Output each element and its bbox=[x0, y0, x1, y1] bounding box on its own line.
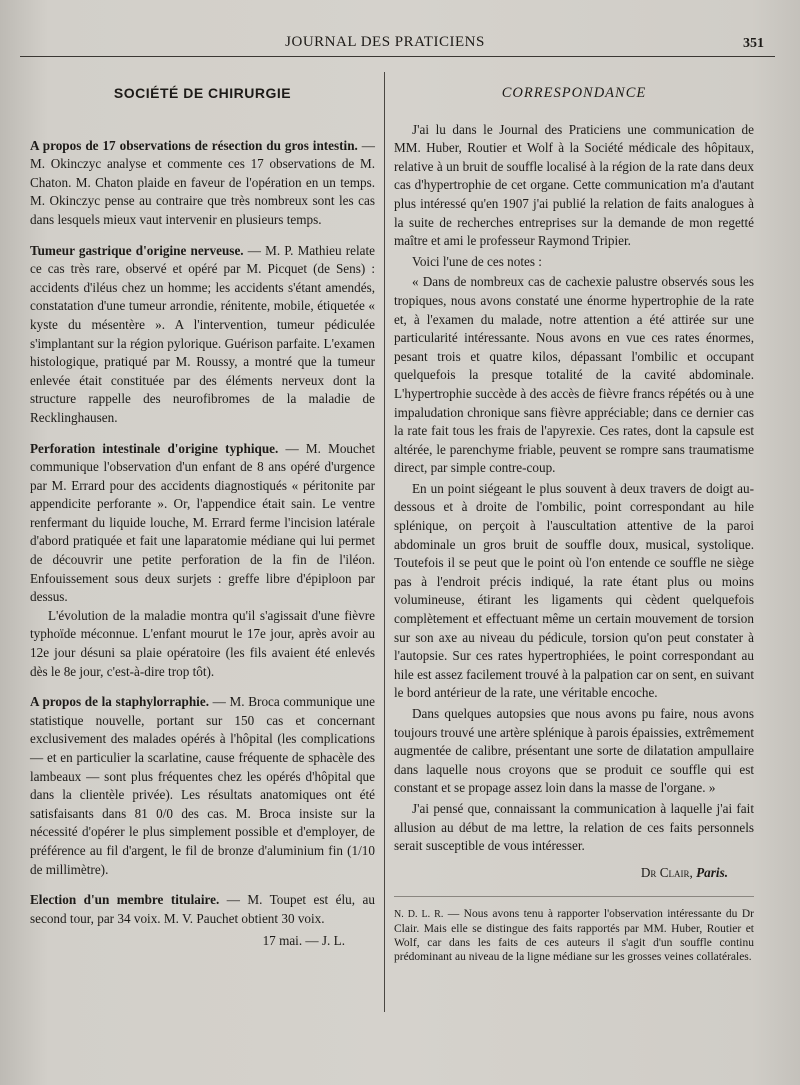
article-title: A propos de 17 observations de résection du gros intestin. bbox=[30, 137, 358, 153]
right-column bbox=[394, 84, 754, 964]
letter-paragraph: J'ai lu dans le Journal des Praticiens une communication de MM. Huber, Routier et Wolf à la Société médicale des hôpitaux, relative à un bruit de souffle localisé à la région de la rate dans deux cas d'hypertrophie de cet organe. Cette communication m'a d'autant plus intéressé qu'en 1907 j'ai publié la relation de faits analogues à la suite de recherches entreprises sur la demande de mon regetté maître et ami le professeur Raymond Tripier. bbox=[394, 121, 754, 249]
letter-quote-paragraph: En un point siégeant le plus souvent à deux travers de doigt au-dessous et à droite de l'ombilic, point correspondant au hile splénique, on perçoit à l'auscultation attentive de la paroi abdominale un gros bruit de souffle doux, musical, systolique. Toutefois il se peut que le point où l'on entende ce souffle ne siège pas à l'endroit précis indiqué, la rate étant plus ou moins volumineuse, étirant les ligaments qui cèdent quelquefois complètement et effectuant même un certain mouvement de torsion sur son axe au niveau du pédicule, torsion qu'on peut constater à l'autopsie. Sur ces rates hypertrophiées, le point correspondant au hile est assez facilement trouvé à la palpation car on sent, en suivant le bord antérieur de la rate, une véritable encoche. bbox=[394, 480, 754, 701]
note-divider bbox=[394, 896, 754, 897]
page-number: 351 bbox=[743, 36, 764, 51]
letter-paragraph: Voici l'une de ces notes : bbox=[412, 253, 542, 269]
article-title: Perforation intestinale d'origine typhique. bbox=[30, 440, 279, 456]
header-rule bbox=[20, 56, 775, 57]
letter-quote-paragraph: « Dans de nombreux cas de cachexie palustre observés sous les tropiques, nous avons constaté une énorme hypertrophie de la rate et, à l'examen du malade, notre attention a été attirée sur une particularité intéressante. Nous avons en vue ces rates énormes, pesant trois et quatre kilos, dépassant l'ombilic et occupant quelquefois la presque totalité de la cavité abdominale. L'hypertrophie succède à des accès de fièvre francs répétés ou à une impaludation chronique sans fièvre appréciable; dans ce dernier cas la rate fait tous les frais de l'apyrexie. Ces rates, dont la capsule est altérée, le parenchyme friable, peuvent se rompre sans traumatisme direct, par simple contre-coup. bbox=[394, 274, 754, 476]
letter-signature bbox=[394, 864, 754, 883]
article-perforation bbox=[30, 440, 375, 607]
note-label: N. D. L. R. bbox=[394, 909, 444, 921]
article-tumeur bbox=[30, 242, 375, 428]
date-signature: 17 mai. — J. L. bbox=[262, 933, 345, 949]
signature-name: Dr Clair, bbox=[640, 864, 693, 880]
article-title: Election d'un membre titulaire. bbox=[30, 892, 220, 908]
article-body: — M. Toupet est élu, au second tour, par 34 voix. M. V. Pauchet obtient 30 voix. bbox=[30, 892, 375, 926]
letter-quote-paragraph: Dans quelques autopsies que nous avons pu faire, nous avons toujours trouvé une artère splénique à parois épaissies, extrêmement augmentée de calibre, présentant une sorte de dilatation ampullaire dans laquelle nous croyons que se produit ce souffle qui est constant et se propage assez loin dans la masse de l'organe. » bbox=[394, 706, 754, 796]
signature-place: Paris. bbox=[696, 864, 728, 880]
section-title-societe: SOCIÉTÉ DE CHIRURGIE bbox=[113, 85, 292, 101]
journal-title: JOURNAL DES PRATICIENS bbox=[285, 34, 485, 50]
article-body: — M. Broca communique une statistique nouvelle, portant sur 150 cas et concernant exclusivement des malades opérés à l'hôpital (les complications — et en particulier la scarlatine, cause fréquente de sphacèle des lambeaux — sont plus fréquentes chez les opérés d'hôpital que dans la clientèle privée). Les résultats anatomiques ont été satisfaisants dans 81 0/0 des cas. M. Broca insiste sur la nécessité d'opérer le plus simplement possible et d'employer, de préférence au fil d'argent, le fil de bronze d'aluminium fin (1/10 de millimètre). bbox=[30, 694, 376, 877]
article-election bbox=[30, 891, 375, 928]
editor-note bbox=[394, 907, 754, 964]
note-text: — Nous avons tenu à rapporter l'observation intéressante du Dr Clair. Mais elle se distingue des faits rapportés par MM. Huber, Routier et Wolf, car dans les faits de ces auteurs il s'agit d'un souffle continu prédominant au niveau de la ligne médiane sur les grosses veines collatérales. bbox=[394, 908, 754, 964]
section-title-correspondance: CORRESPONDANCE bbox=[501, 85, 647, 101]
left-column bbox=[30, 84, 375, 951]
article-body: — M. P. Mathieu relate ce cas très rare, observé et opéré par M. Picquet (de Sens) : accidents d'iléus chez un homme; les accidents s'étant amendés, constatation d'une tumeur arrondie, rénitente, mobile, étiquetée « kyste du mésentère ». A l'intervention, tumeur pédiculée s'implantant sur la région pylorique. Guérison parfaite. L'examen histologique, pratiqué par M. Roussy, a montré que la tumeur enlevée était constituée par des éléments nerveux dont la structure rappelle des neurofibromes de la maladie de Recklinghausen. bbox=[30, 242, 375, 425]
letter-paragraph: J'ai pensé que, connaissant la communication à laquelle j'ai fait allusion au début de ma lettre, la relation de ces faits personnels serait susceptible de vous intéresser. bbox=[394, 800, 754, 854]
article-title: A propos de la staphylorraphie. bbox=[30, 694, 209, 710]
article-title: Tumeur gastrique d'origine nerveuse. bbox=[30, 242, 244, 258]
article-resection bbox=[30, 137, 375, 230]
article-perforation-continued: L'évolution de la maladie montra qu'il s'agissait d'une fièvre typhoïde méconnue. L'enfant mourut le 17e jour, après avoir au 12e jour désuni sa plaie opératoire (les fils avaient été enlevés dès le 8e jour, c'est-à-dire trop tôt). bbox=[30, 607, 375, 679]
article-body: — M. Mouchet communique l'observation d'un enfant de 8 ans opéré d'urgence par M. Errard pour des accidents diagnostiqués « péritonite par appendicite perforante ». Or, l'appendice était sain. Le ventre renfermant du liquide louche, M. Errard ferme l'incision latérale d'abord pratiquée et fait une laparatomie médiane qui lui permet de découvrir une petite perforation de la fin de l'iléon. Enfouissement sous deux surjets : greffe libre d'épiploon par dessus. bbox=[30, 440, 375, 605]
article-body: — M. Okinczyc analyse et commente ces 17 observations de M. Chaton. M. Chaton plaide en faveur de l'opération en un temps. M. Okinczyc pense au contraire que très nombreux sont les cas dans lesquels mieux vaut intervenir en plusieurs temps. bbox=[30, 137, 375, 227]
running-head bbox=[0, 34, 800, 54]
column-divider bbox=[384, 72, 385, 1012]
article-staphylorraphie bbox=[30, 693, 375, 879]
